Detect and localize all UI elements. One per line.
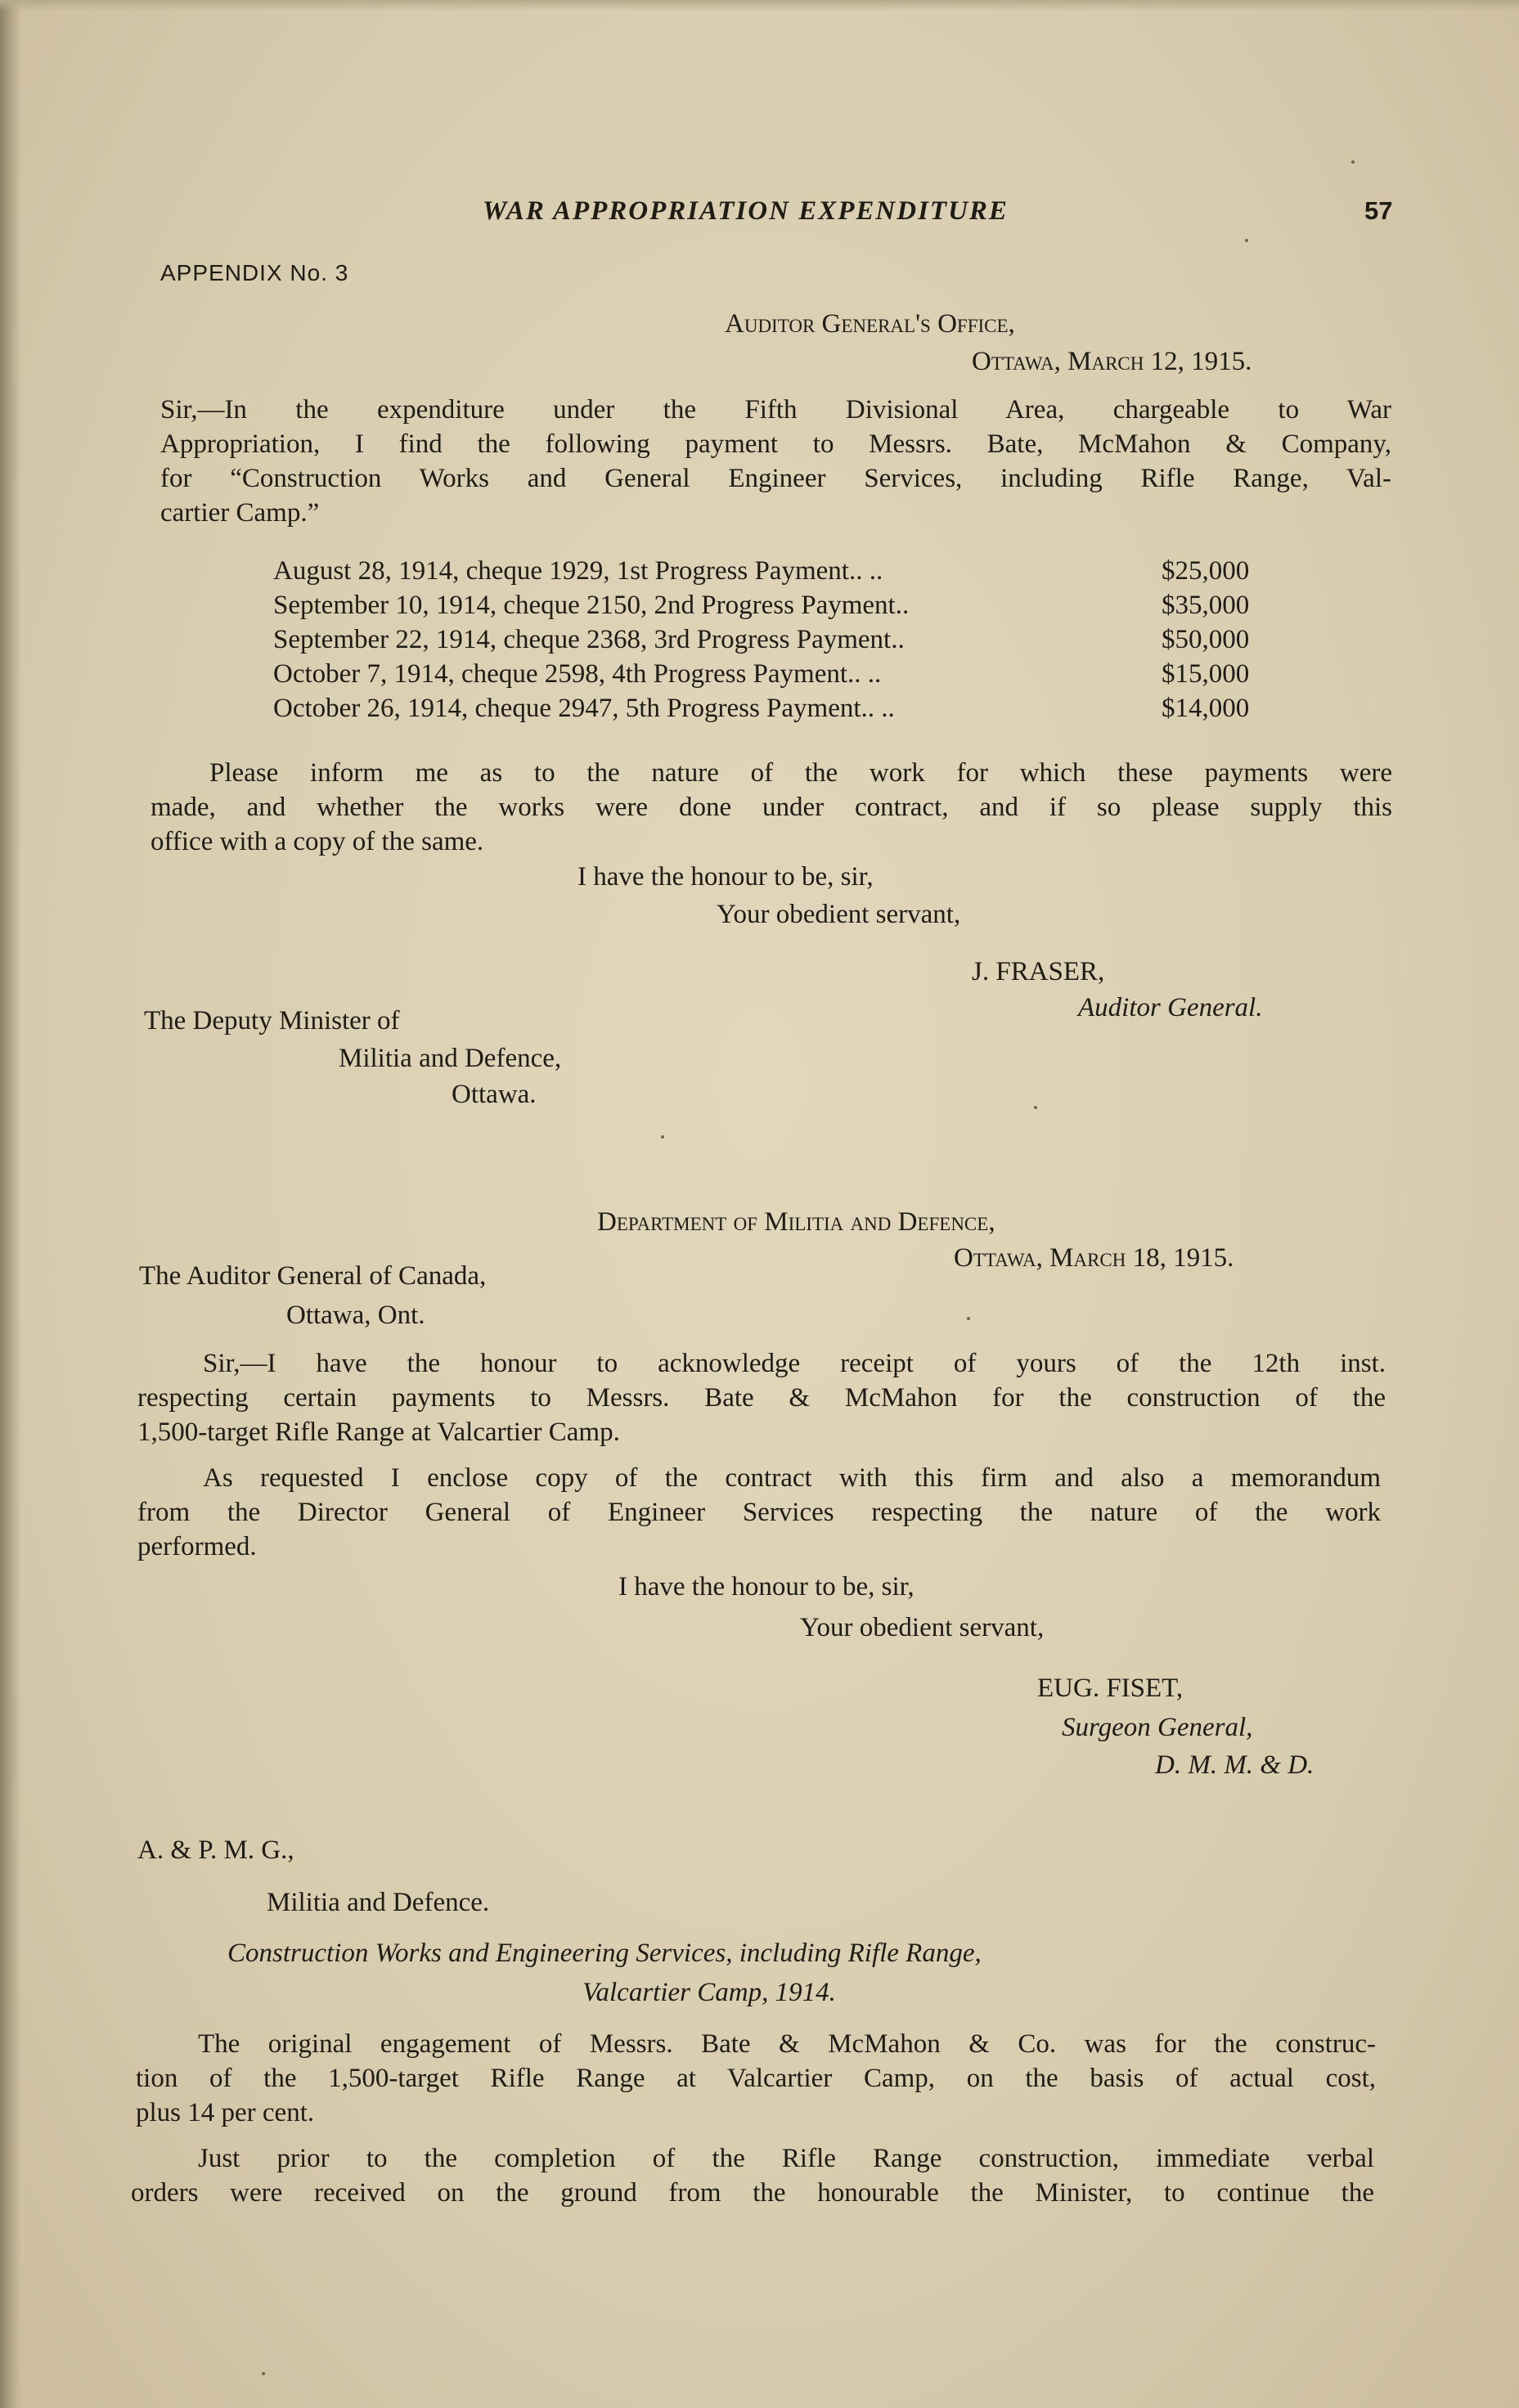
- text-line: respecting certain payments to Messrs. Bate & McMahon for the construction of the: [137, 1383, 1386, 1413]
- text-line: The original engagement of Messrs. Bate & McMahon & Co. was for the construc-: [198, 2029, 1376, 2059]
- paper-speck: [1351, 160, 1355, 164]
- letter1-paragraph-1: [160, 393, 1391, 530]
- text-line: office with a copy of the same.: [151, 827, 484, 856]
- payment-description: September 22, 1914, cheque 2368, 3rd Progress Payment..: [273, 625, 905, 654]
- letter2-closing-2: Your obedient servant,: [800, 1613, 1045, 1642]
- letter1-addressee-line-2: Militia and Defence,: [339, 1044, 562, 1073]
- text-line: tion of the 1,500-target Rifle Range at Valcartier Camp, on the basis of actual cost,: [136, 2064, 1376, 2093]
- payment-description: August 28, 1914, cheque 1929, 1st Progress Payment.. ..: [273, 556, 883, 586]
- payment-row: [273, 625, 905, 655]
- payment-row: [273, 659, 881, 690]
- text-line: Please inform me as to the nature of the work for which these payments were: [209, 758, 1392, 788]
- memo-addressee-line-2: Militia and Defence.: [267, 1888, 490, 1917]
- payment-amount: $35,000: [1162, 591, 1250, 620]
- paper-speck: [1245, 239, 1248, 242]
- running-title: WAR APPROPRIATION EXPENDITURE: [483, 196, 1009, 226]
- letter2-signature: EUG. FISET,: [1037, 1673, 1184, 1703]
- letter2-office: Department of Militia and Defence,: [597, 1207, 995, 1237]
- appendix-label: APPENDIX No. 3: [160, 260, 349, 285]
- letter2-signature-title-2: D. M. M. & D.: [1155, 1750, 1315, 1780]
- letter1-paragraph-2: [151, 756, 1392, 859]
- payment-amount: $15,000: [1162, 659, 1250, 689]
- letter1-office: Auditor General's Office,: [725, 309, 1015, 339]
- paper-speck: [262, 2372, 265, 2375]
- payment-amount: $50,000: [1162, 625, 1250, 654]
- payment-amount: $25,000: [1162, 556, 1250, 586]
- text-line: made, and whether the works were done under contract, and if so please supply this: [151, 793, 1392, 822]
- paper-speck: [967, 1317, 970, 1320]
- memo-paragraph-1: [136, 2027, 1376, 2130]
- text-line: Sir,—In the expenditure under the Fifth Divisional Area, chargeable to War: [160, 395, 1391, 425]
- letter1-signature-title: Auditor General.: [1078, 993, 1263, 1022]
- payment-row: [273, 694, 895, 724]
- memo-addressee-line-1: A. & P. M. G.,: [137, 1835, 294, 1865]
- letter2-paragraph-1: [137, 1346, 1386, 1449]
- memo-heading-line-2: Valcartier Camp, 1914.: [582, 1978, 836, 2007]
- letter2-place-date: Ottawa, March 18, 1915.: [954, 1243, 1234, 1273]
- memo-paragraph-2: [131, 2141, 1374, 2210]
- letter1-addressee-line-3: Ottawa.: [452, 1080, 537, 1109]
- text-line: As requested I enclose copy of the contract with this firm and also a memorandum: [203, 1463, 1381, 1493]
- text-line: 1,500-target Rifle Range at Valcartier Camp.: [137, 1417, 620, 1447]
- letter2-paragraph-2: [137, 1461, 1381, 1564]
- text-line: plus 14 per cent.: [136, 2098, 315, 2127]
- letter1-signature: J. FRASER,: [972, 957, 1105, 986]
- letter1-addressee-line-1: The Deputy Minister of: [144, 1006, 400, 1036]
- text-line: cartier Camp.”: [160, 498, 320, 528]
- text-line: orders were received on the ground from the honourable the Minister, to continue the: [131, 2178, 1374, 2208]
- page-spine-shadow: [0, 0, 21, 2408]
- payment-description: September 10, 1914, cheque 2150, 2nd Progress Payment..: [273, 591, 910, 620]
- letter1-closing-2: Your obedient servant,: [717, 900, 961, 929]
- text-line: performed.: [137, 1532, 257, 1561]
- payment-description: October 7, 1914, cheque 2598, 4th Progress Payment.. ..: [273, 659, 882, 689]
- letter1-place-date: [972, 347, 1252, 377]
- payment-row: [273, 591, 909, 621]
- letter2-addressee-line-1: The Auditor General of Canada,: [139, 1261, 487, 1291]
- letter2-closing-1: I have the honour to be, sir,: [618, 1572, 915, 1602]
- text-line: for “Construction Works and General Engineer Services, including Rifle Range, Val-: [160, 464, 1391, 493]
- text-line: from the Director General of Engineer Services respecting the nature of the work: [137, 1498, 1381, 1527]
- letter1-place-date-text: Ottawa, March 12, 1915.: [972, 347, 1252, 376]
- text-line: Just prior to the completion of the Rifle Range construction, immediate verbal: [198, 2144, 1374, 2173]
- page-number: 57: [1364, 196, 1393, 225]
- text-line: Sir,—I have the honour to acknowledge receipt of yours of the 12th inst.: [203, 1349, 1386, 1378]
- letter2-signature-title-1: Surgeon General,: [1062, 1713, 1253, 1742]
- text-line: Appropriation, I find the following payment to Messrs. Bate, McMahon & Company,: [160, 429, 1391, 459]
- paper-speck: [661, 1135, 664, 1139]
- page-top-edge: [0, 0, 1519, 11]
- payment-amount: $14,000: [1162, 694, 1250, 723]
- payment-row: [273, 556, 883, 586]
- memo-heading-line-1: Construction Works and Engineering Services, including Rifle Range,: [227, 1939, 982, 1968]
- payment-description: October 26, 1914, cheque 2947, 5th Progress Payment.. ..: [273, 694, 895, 723]
- paper-speck: [1034, 1106, 1037, 1109]
- letter1-closing-1: I have the honour to be, sir,: [577, 862, 874, 892]
- letter2-addressee-line-2: Ottawa, Ont.: [286, 1301, 425, 1330]
